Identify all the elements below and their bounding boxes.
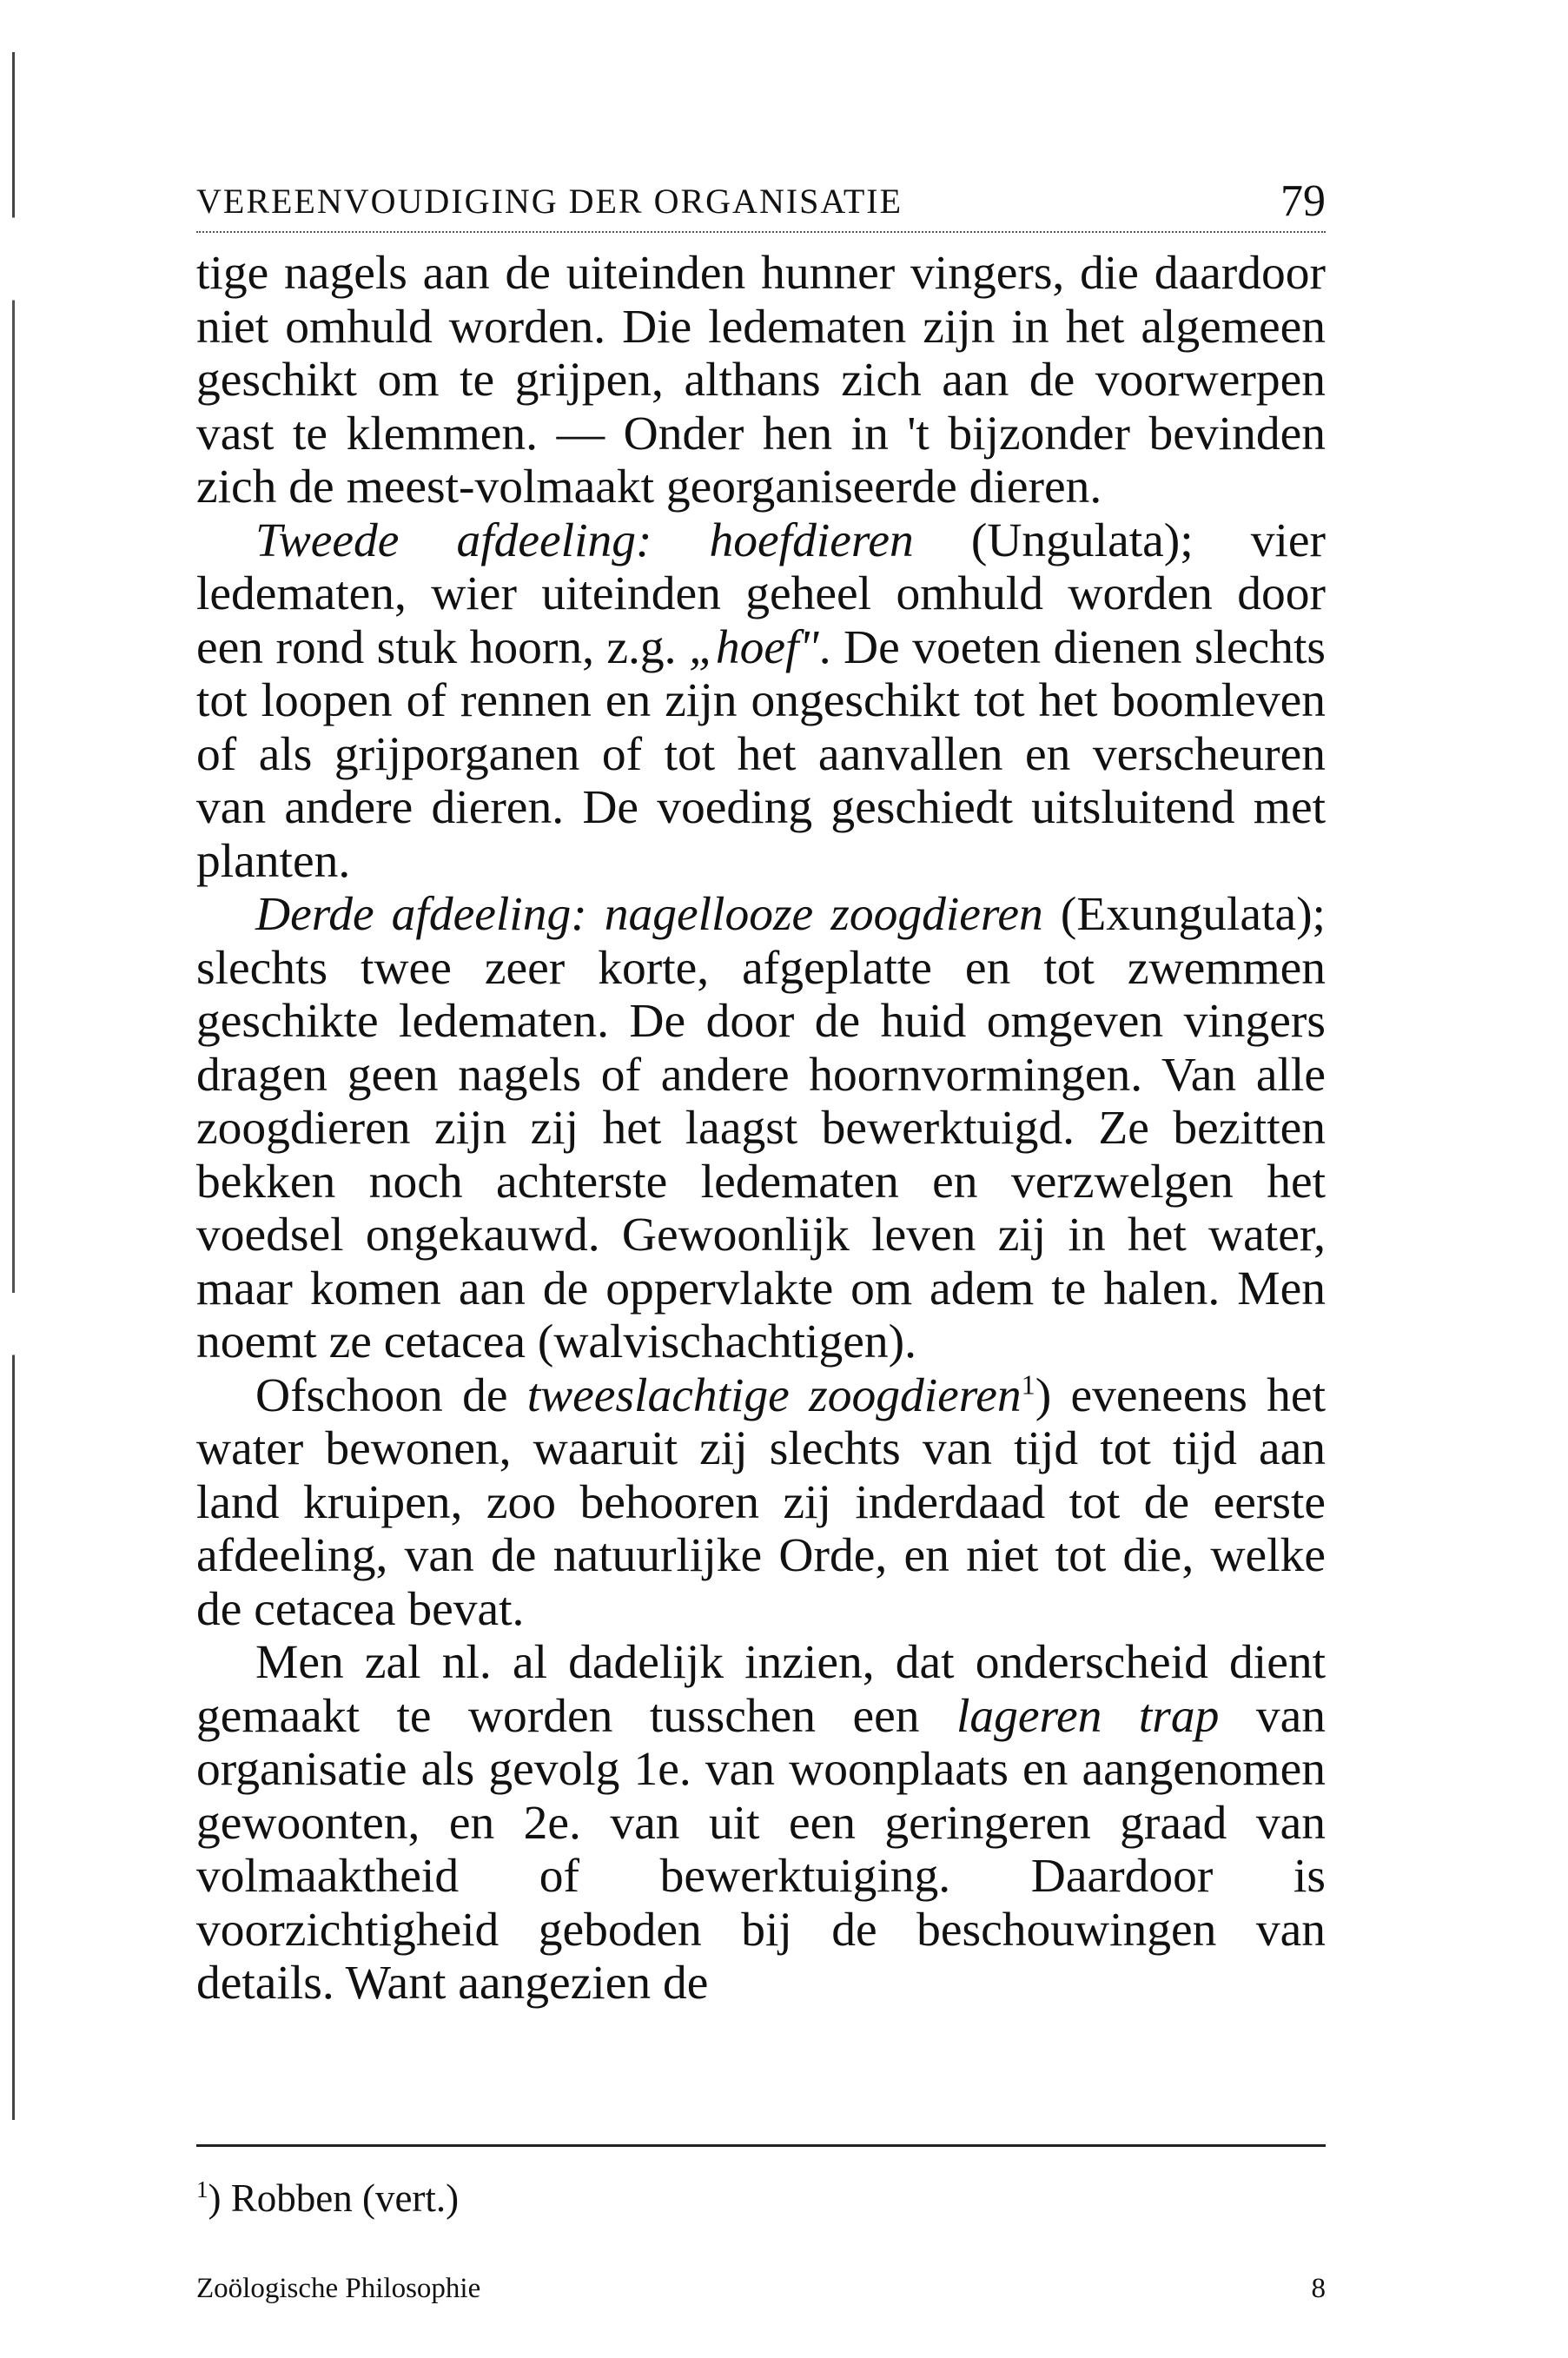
paragraph: [196, 1369, 1326, 1637]
italic-text: Derde afdeeling: nagellooze zoogdieren: [255, 888, 1043, 941]
signature-number: 8: [1311, 2273, 1326, 2304]
italic-text: Tweede afdeeling: hoefdieren: [255, 513, 914, 567]
text-run: tige nagels aan de uiteinden hunner vingers, die daardoor niet omhuld worden. Die ledematen zijn in het algemeen geschikt om te grijpen, althans zich aan de voorwerpen vast te klemmen. — Onder hen in 't bijzonder bevinden zich de meest-volmaakt georganiseerde dieren.: [196, 247, 1326, 513]
running-title: VEREENVOUDIGING DER ORGANISATIE: [196, 182, 903, 221]
footnote-reference: 1: [1021, 1368, 1035, 1400]
footnote: [196, 2176, 459, 2221]
paragraph: [196, 888, 1326, 1369]
signature-title: Zoölogische Philosophie: [196, 2273, 481, 2304]
footnote-text: ) Robben (vert.): [208, 2176, 460, 2220]
text-run: van organisatie als gevolg 1e. van woonplaats en aangenomen gewoonten, en 2e. van uit een geringeren graad van volmaaktheid of bewerktuiging. Daardoor is voorzichtigheid geboden bij de beschouwingen van details. Want aangezien de: [196, 1689, 1327, 2010]
text-run: Men zal nl. al dadelijk inzien, dat onderscheid dient gemaakt te worden tusschen een: [196, 1636, 1326, 1743]
footnote-rule: [196, 2144, 1326, 2147]
text-run: (Exungulata); slechts twee zeer korte, afgeplatte en tot zwemmen geschikte ledematen. De door de huid omgeven vingers dragen geen nagels of andere hoornvormingen. Van alle zoogdieren zijn zij het laagst bewerktuigd. Ze bezitten bekken noch achterste ledematen en verzwelgen het voedsel ongekauwd. Gewoonlijk leven zij in het water, maar komen aan de oppervlakte om adem te halen. Men noemt ze cetacea (walvischachtigen).: [196, 888, 1326, 1368]
text-run: . De voeten dienen slechts tot loopen of rennen en zijn ongeschikt tot het boomleven of als grijporganen of tot het aanvallen en verscheuren van andere dieren. De voeding geschiedt uitsluitend met planten.: [196, 620, 1327, 888]
italic-text: tweeslachtige zoogdieren: [526, 1368, 1022, 1422]
text-run: Ofschoon de: [255, 1368, 527, 1422]
italic-text: „hoef": [688, 620, 819, 674]
body-text: [196, 247, 1326, 2010]
page-header: [196, 174, 1326, 233]
text-run: (Ungulata); vier ledematen, wier uiteinden geheel omhuld worden door een rond stuk hoorn, z.g.: [196, 513, 1326, 674]
paragraph: [196, 514, 1326, 889]
italic-text: lageren trap: [956, 1689, 1220, 1743]
paragraph: [196, 247, 1326, 514]
printer-signature: [196, 2273, 1326, 2305]
paragraph: [196, 1636, 1326, 2010]
scan-edge-mark: [12, 52, 15, 2120]
footnote-marker: 1: [196, 2176, 208, 2202]
page-number: 79: [1280, 176, 1326, 226]
text-run: ) eveneens het water bewonen, waaruit zij slechts van tijd tot tijd aan land kruipen, zoo behooren zij inderdaad tot de eerste afdeeling, van de natuurlijke Orde, en niet tot die, welke de cetacea bevat.: [196, 1368, 1326, 1636]
